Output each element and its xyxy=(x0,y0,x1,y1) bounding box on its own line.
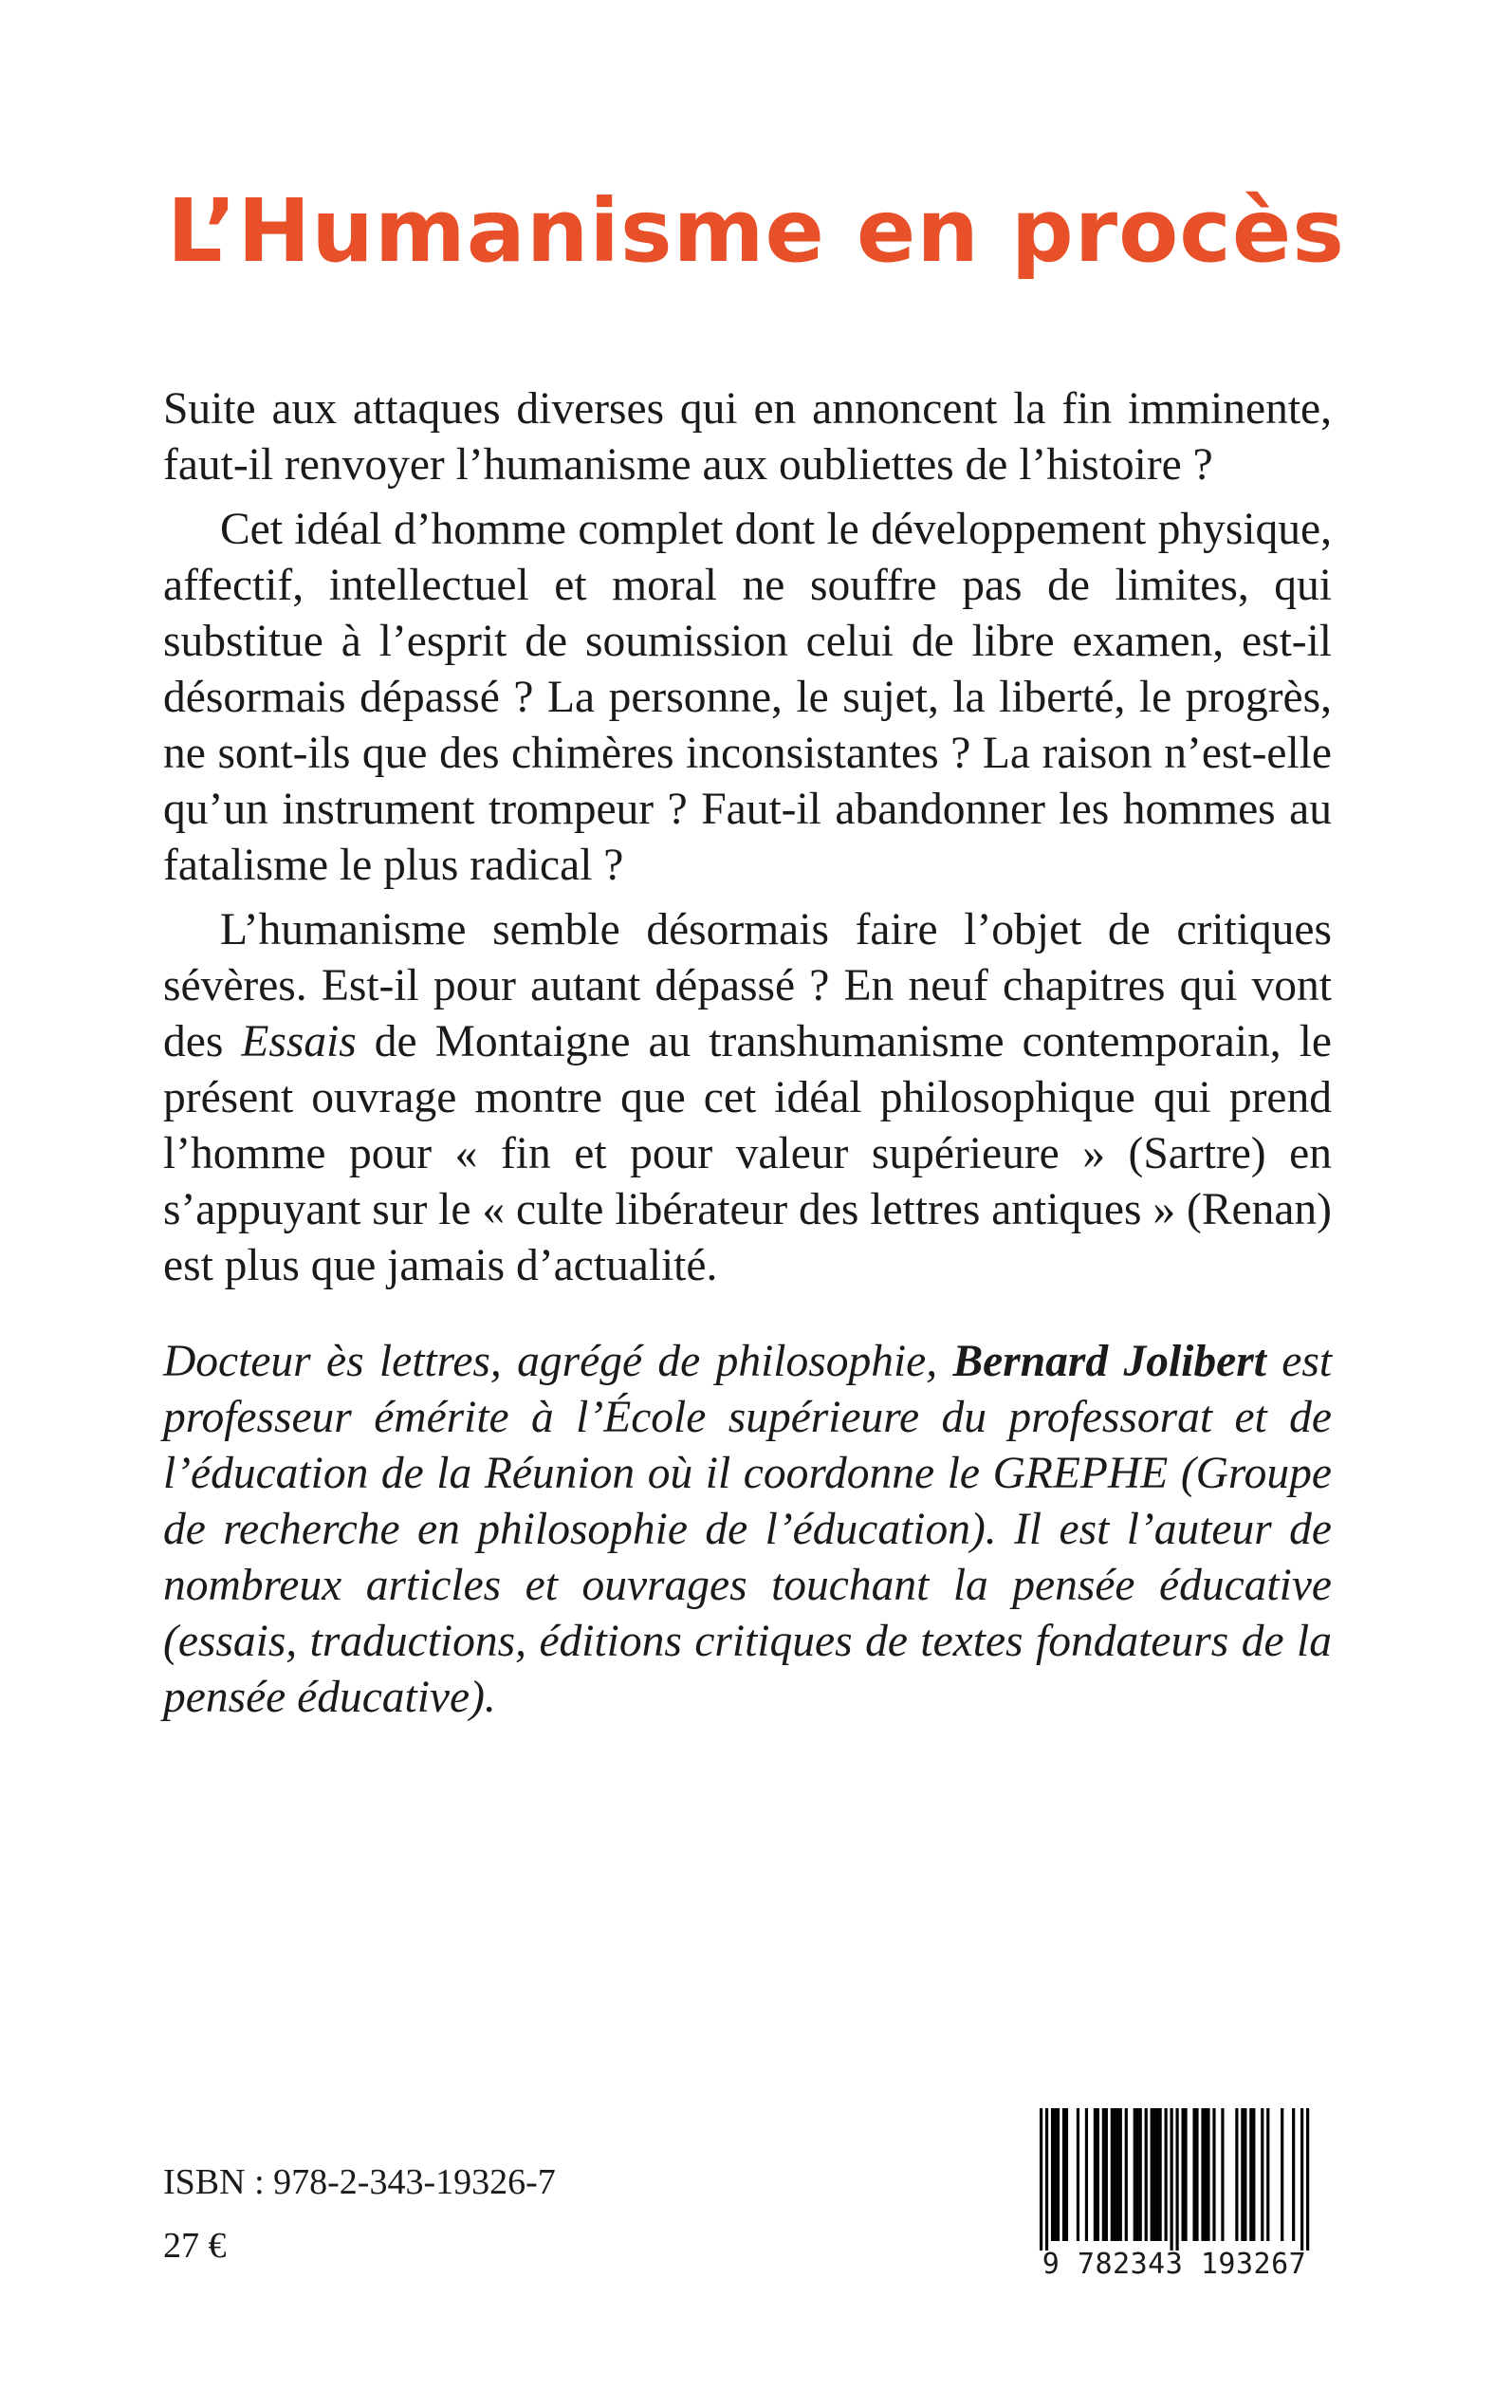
barcode-bar xyxy=(1116,2108,1119,2241)
barcode-bar xyxy=(1204,2108,1207,2241)
barcode-bar xyxy=(1235,2108,1238,2241)
barcode-bar xyxy=(1062,2108,1065,2241)
barcode-bar xyxy=(1192,2108,1195,2241)
barcode-bar xyxy=(1153,2108,1156,2241)
barcode-bar xyxy=(1281,2108,1283,2241)
barcode-bar xyxy=(1244,2108,1246,2241)
summary-paragraph-1: Suite aux attaques diverses qui en annoncent la fin imminente, faut-il renvoyer l’humanisme aux oubliettes de l’histoire ? xyxy=(163,384,1332,490)
barcode-bar xyxy=(1306,2108,1309,2251)
barcode-bar xyxy=(1085,2108,1088,2241)
essais-title: Essais xyxy=(241,1017,357,1066)
barcode-bar xyxy=(1266,2108,1269,2241)
summary-paragraph-3 xyxy=(163,902,1332,1294)
barcode-bar xyxy=(1181,2108,1184,2241)
barcode-bars xyxy=(1034,2108,1315,2251)
barcode-bar xyxy=(1171,2108,1173,2251)
barcode-bar xyxy=(1221,2108,1224,2241)
summary-paragraph-3-end: de Montaigne au transhumanisme contemporain, le présent ouvrage montre que cet idéal philosophique qui prend l’homme pour « fin et pour valeur supérieure » (Sartre) en s’appuyant sur le « culte libérateur des lettres antiques » (Renan) est plus que jamais d’actualité. xyxy=(163,1017,1332,1290)
author-bio xyxy=(163,1334,1332,1726)
barcode-number: 9 782343 193267 xyxy=(1042,2248,1307,2281)
barcode-bar xyxy=(1212,2108,1215,2241)
barcode-bar xyxy=(1207,2108,1209,2241)
barcode-bar xyxy=(1252,2108,1255,2241)
barcode-bar xyxy=(1040,2108,1042,2251)
barcode-bar xyxy=(1125,2108,1128,2241)
barcode-bar xyxy=(1156,2108,1159,2241)
isbn: ISBN : 978-2-343-19326-7 xyxy=(163,2162,556,2202)
barcode-bar xyxy=(1114,2108,1116,2241)
book-title: L’Humanisme en procès xyxy=(167,180,1345,282)
barcode-bar xyxy=(1119,2108,1122,2241)
author-bio-after: est professeur émérite à l’École supérieure du professorat et de l’éducation de la Réunion où il coordonne le GREPHE (Groupe de recherche en philosophie de l’éducation). Il est l’auteur de nombreux articles et ouvrages touchant la pensée éducative (essais, traductions, éditions critiques de textes fondateurs de la pensée éducative). xyxy=(163,1337,1333,1722)
barcode-bar xyxy=(1051,2108,1054,2241)
barcode-bar xyxy=(1102,2108,1105,2241)
barcode-bar xyxy=(1241,2108,1244,2241)
barcode-bar xyxy=(1300,2108,1303,2251)
barcode-bar xyxy=(1261,2108,1263,2241)
barcode-bar xyxy=(1065,2108,1068,2241)
barcode-bar xyxy=(1054,2108,1057,2241)
barcode-bar xyxy=(1175,2108,1178,2251)
barcode-bar xyxy=(1136,2108,1139,2241)
barcode xyxy=(1034,2108,1315,2284)
barcode-bar xyxy=(1094,2108,1097,2241)
author-name: Bernard Jolibert xyxy=(952,1337,1266,1386)
barcode-bar xyxy=(1111,2108,1114,2241)
barcode-bar xyxy=(1139,2108,1142,2241)
author-bio-before: Docteur ès lettres, agrégé de philosophie, xyxy=(163,1337,953,1386)
barcode-bar xyxy=(1151,2108,1153,2241)
summary-paragraph-3-start: L’humanisme semble désormais faire l’objet de critiques sévères. Est-il pour autant dépassé ? En neuf chapitres qui vont des xyxy=(163,905,1332,1066)
barcode-bar xyxy=(1195,2108,1198,2241)
barcode-bar xyxy=(1159,2108,1162,2241)
barcode-bar xyxy=(1201,2108,1204,2241)
barcode-bar xyxy=(1105,2108,1108,2241)
barcode-bar xyxy=(1057,2108,1060,2241)
summary-paragraph-2: Cet idéal d’homme complet dont le développement physique, affectif, intellectuel et moral ne souffre pas de limites, qui substitue à l’esprit de soumission celui de libre examen, est-il désormais dépassé ? La personne, le sujet, la liberté, le progrès, ne sont-ils que des chimères inconsistantes ? La raison n’est-elle qu’un instrument trompeur ? Faut-il abandonner les hommes au fatalisme le plus radical ? xyxy=(163,505,1332,890)
barcode-bar xyxy=(1184,2108,1187,2241)
barcode-bar xyxy=(1134,2108,1136,2241)
barcode-bar xyxy=(1249,2108,1252,2241)
barcode-bar xyxy=(1045,2108,1048,2251)
price: 27 € xyxy=(163,2226,227,2266)
barcode-bar xyxy=(1077,2108,1079,2241)
barcode-bar xyxy=(1165,2108,1168,2241)
barcode-bar xyxy=(1145,2108,1148,2241)
barcode-bar xyxy=(1097,2108,1099,2241)
barcode-bar xyxy=(1292,2108,1295,2241)
book-summary xyxy=(163,381,1332,1294)
